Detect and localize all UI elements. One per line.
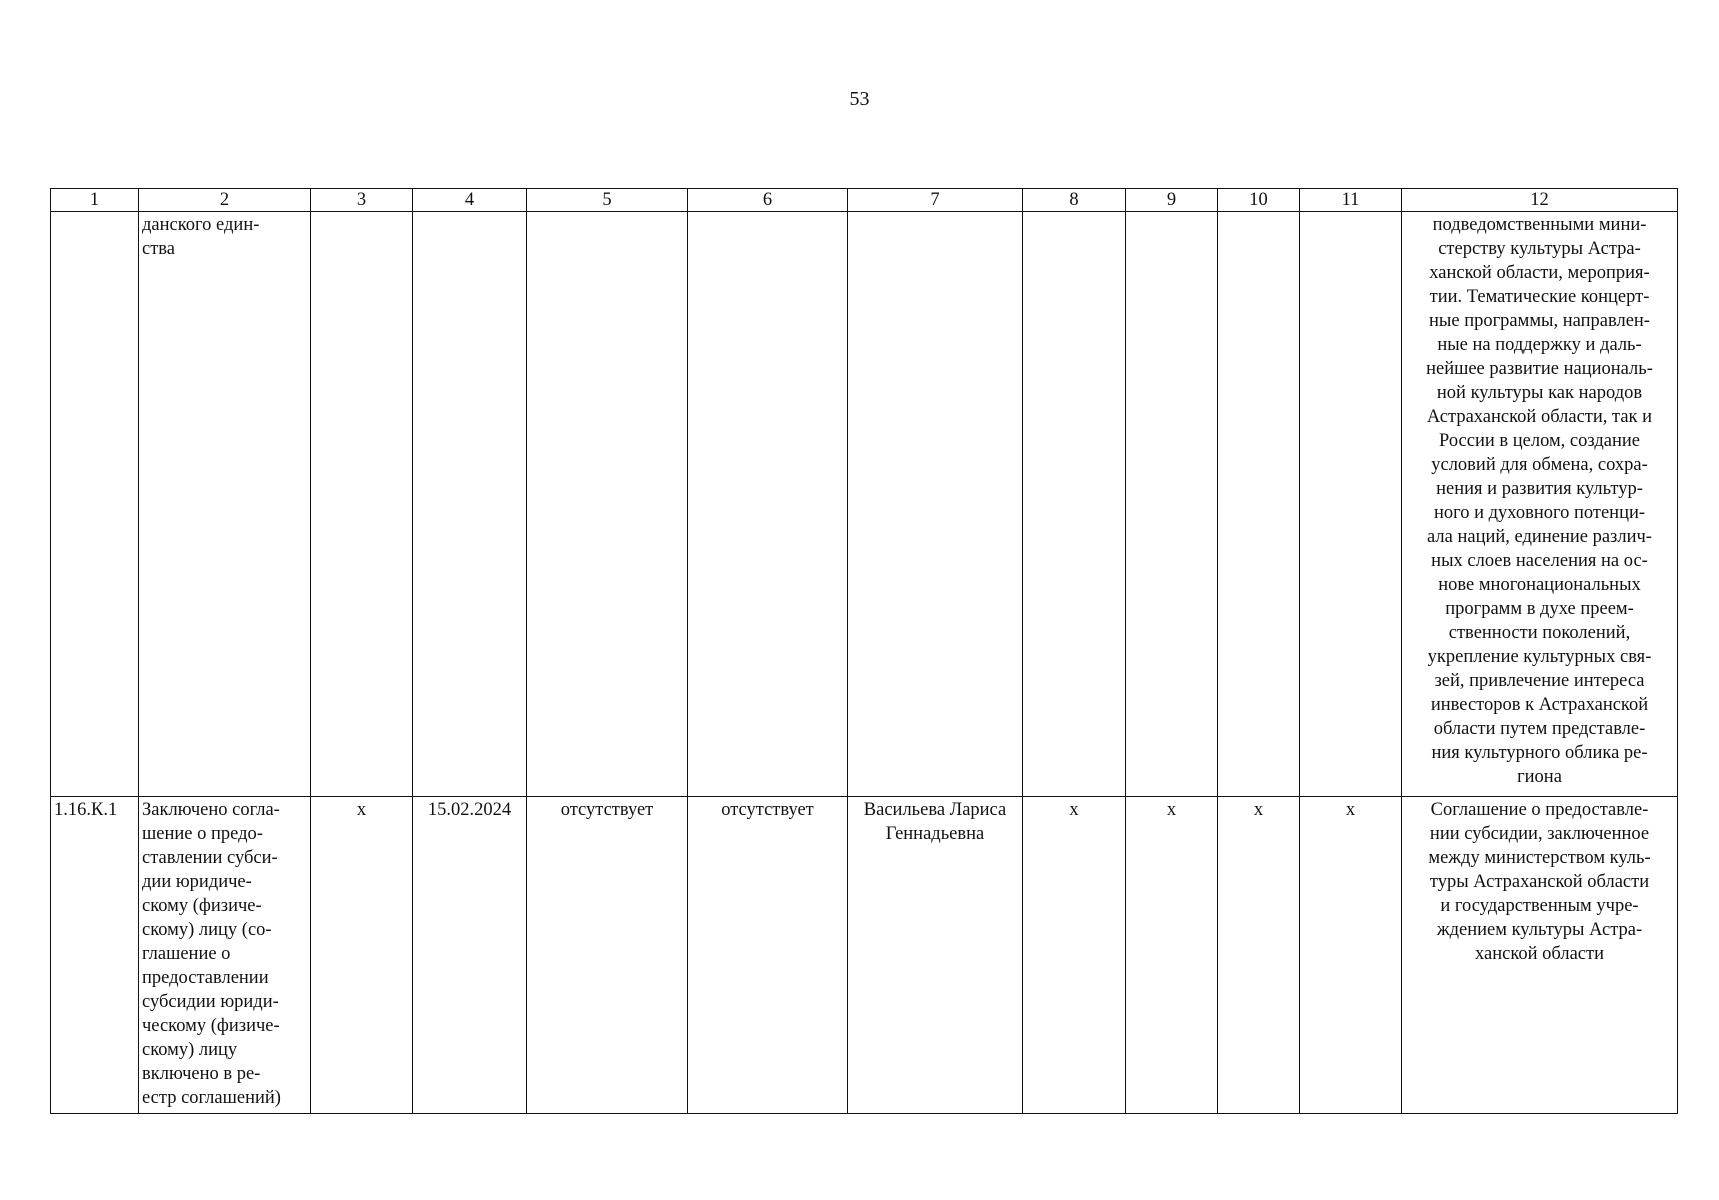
table-row-continued <box>51 212 1678 797</box>
header-row <box>51 189 1678 212</box>
cell-col11: х <box>1300 797 1402 1114</box>
page-number: 53 <box>849 88 870 110</box>
cell-col6 <box>688 212 848 797</box>
column-header-1: 1 <box>51 189 139 212</box>
table-row <box>51 797 1678 1114</box>
column-header-2: 2 <box>139 189 311 212</box>
cell-col3 <box>311 212 413 797</box>
column-header-11: 11 <box>1300 189 1402 212</box>
cell-col3: х <box>311 797 413 1114</box>
cell-date: 15.02.2024 <box>413 797 527 1114</box>
cell-col6: отсутствует <box>688 797 848 1114</box>
cell-number <box>51 212 139 797</box>
cell-responsible: Васильева Лариса Геннадьевна <box>848 797 1023 1114</box>
column-header-7: 7 <box>848 189 1023 212</box>
cell-event-name: данского един- ства <box>139 212 311 797</box>
cell-col11 <box>1300 212 1402 797</box>
cell-col5 <box>527 212 688 797</box>
cell-col8: х <box>1023 797 1126 1114</box>
report-table <box>50 188 1678 1114</box>
column-header-9: 9 <box>1126 189 1218 212</box>
column-header-5: 5 <box>527 189 688 212</box>
cell-col9 <box>1126 212 1218 797</box>
cell-col9: х <box>1126 797 1218 1114</box>
column-header-12: 12 <box>1402 189 1678 212</box>
cell-col7 <box>848 212 1023 797</box>
cell-description: Соглашение о предоставле- нии субсидии, заключенное между министерством куль- туры Астраханской области и государственным учре- ждением культуры Астра- ханской области <box>1402 797 1678 1114</box>
cell-col5: отсутствует <box>527 797 688 1114</box>
cell-col8 <box>1023 212 1126 797</box>
column-header-10: 10 <box>1218 189 1300 212</box>
cell-event-name: Заключено согла- шение о предо- ставлении субси- дии юридиче- скому (физиче- скому) лицу (со- глашение о предоставлении субсидии юриди- ческому (физиче- скому) лицу включено в ре- естр соглашений) <box>139 797 311 1114</box>
cell-col10: х <box>1218 797 1300 1114</box>
cell-description: подведомственными мини- стерству культуры Астра- ханской области, мероприя- тии. Тематические концерт- ные программы, направлен- ные на поддержку и даль- нейшее развитие националь- ной культуры как народов Астраханской области, так и России в целом, создание условий для обмена, сохра- нения и развития культур- ного и духовного потенци- ала наций, единение различ- ных слоев населения на ос- нове многонациональных программ в духе преем- ственности поколений, укрепление культурных свя- зей, привлечение интереса инвесторов к Астраханской области путем представле- ния культурного облика ре- гиона <box>1402 212 1678 797</box>
column-header-3: 3 <box>311 189 413 212</box>
column-header-8: 8 <box>1023 189 1126 212</box>
cell-col4 <box>413 212 527 797</box>
column-header-6: 6 <box>688 189 848 212</box>
cell-col10 <box>1218 212 1300 797</box>
column-header-4: 4 <box>413 189 527 212</box>
cell-number: 1.16.К.1 <box>51 797 139 1114</box>
